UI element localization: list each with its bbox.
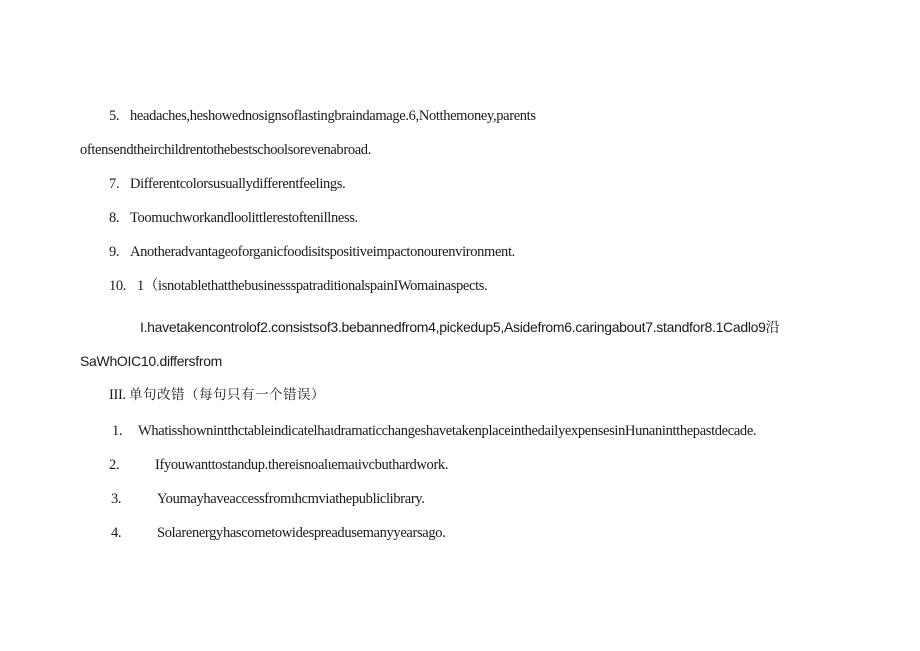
list-item	[109, 243, 515, 261]
item-number: 3.	[111, 491, 122, 507]
item-text: 1（isnotablethatthebusinessspatraditionalspainIWomainaspects.	[137, 278, 488, 294]
list-item-continuation	[80, 141, 371, 159]
answer-key-line	[80, 352, 222, 370]
section-number: III.	[109, 387, 126, 403]
item-text: Youmayhaveaccessfromιhcmviathepubliclibrary.	[157, 491, 425, 507]
section-title: 单句改错（每句只有一个错误）	[129, 387, 325, 403]
item-text: WhatisshownintthctableindicatelhaιdramaticchangeshavetakenplaceinthedailyexpensesinHunanintthepastdecade.	[138, 423, 757, 439]
list-item	[109, 209, 358, 227]
list-item	[109, 456, 448, 474]
answer-text: SaWhOIC10.differsfrom	[80, 353, 223, 369]
item-text: Anotheradvantageoforganicfoodisitspositiveimpactonourenvironment.	[130, 244, 515, 260]
section-heading	[109, 386, 325, 404]
answer-key-line	[140, 318, 779, 336]
item-number: 8.	[109, 210, 120, 226]
item-number: 7.	[109, 176, 120, 192]
list-item	[109, 107, 536, 125]
answer-text: I.havetakencontrolof2.consistsof3.bebannedfrom4,pickedup5,Asidefrom6.caringabout7.standfor8.1Cadlo9沿	[140, 319, 780, 335]
list-item	[111, 490, 425, 508]
list-item	[109, 277, 487, 295]
item-text: Differentcolorsusuallydifferentfeelings.	[130, 176, 346, 192]
item-number: 4.	[111, 525, 122, 541]
item-number: 2.	[109, 457, 120, 473]
list-item	[111, 524, 445, 542]
item-number: 5.	[109, 108, 120, 124]
list-item	[112, 422, 756, 440]
item-text: oftensendtheirchildrentothebestschoolsorevenabroad.	[80, 142, 371, 158]
list-item	[109, 175, 345, 193]
item-number: 10.	[109, 278, 127, 294]
item-number: 9.	[109, 244, 120, 260]
item-text: Solarenergyhascometowidespreadusemanyyearsago.	[157, 525, 446, 541]
item-text: Ifyouwanttostandup.thereisnoalιemaιivcbuthardwork.	[155, 457, 449, 473]
item-number: 1.	[112, 423, 123, 439]
item-text: headaches,heshowednosignsoflastingbraindamage.6,Notthemoney,parents	[130, 108, 536, 124]
item-text: Toomuchworkandloolittlerestoftenillness.	[130, 210, 358, 226]
